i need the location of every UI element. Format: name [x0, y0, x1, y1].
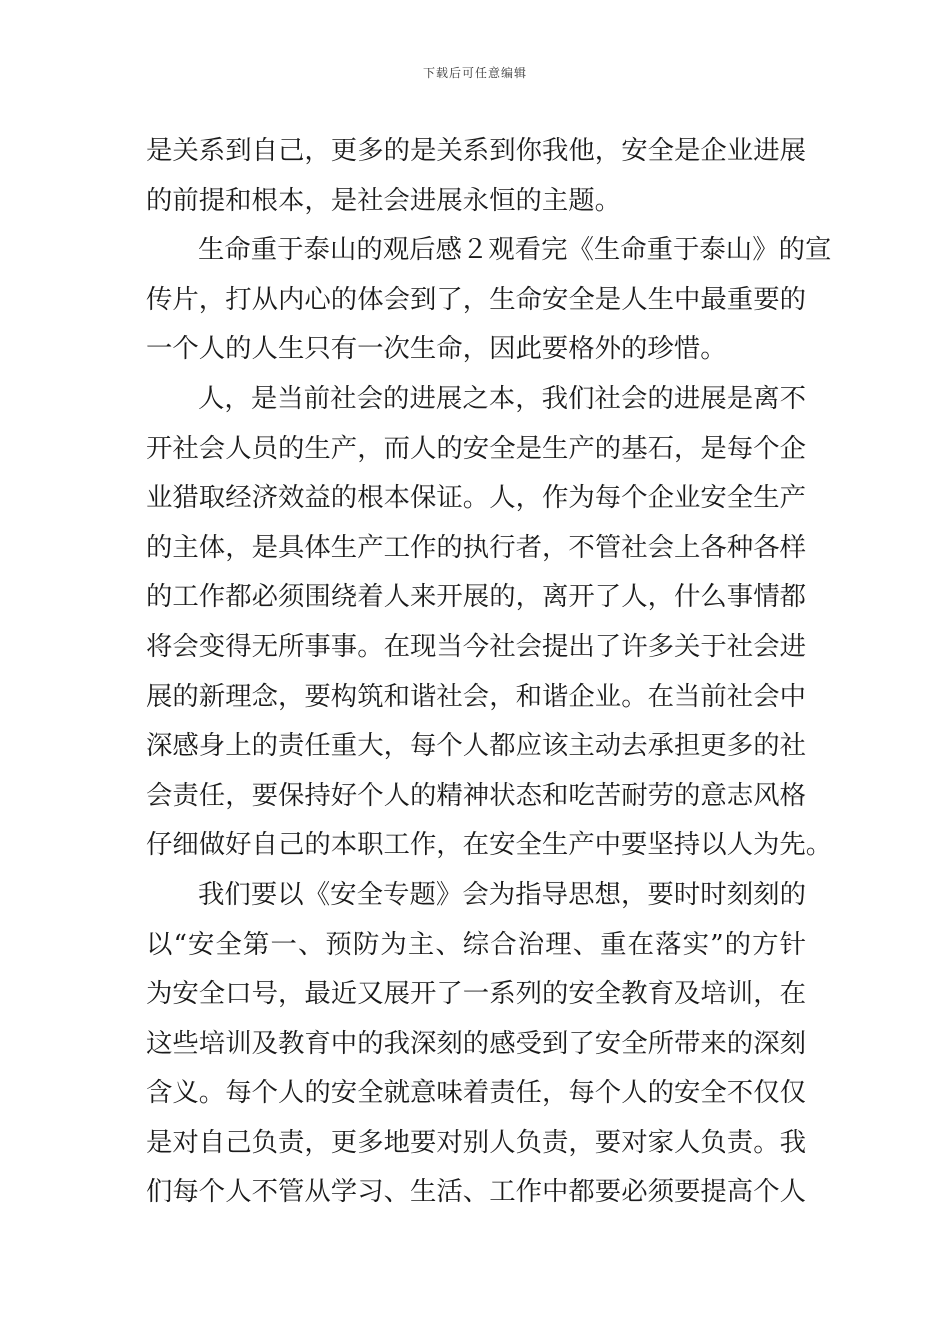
text-line: 业猎取经济效益的根本保证。人，作为每个企业安全生产: [146, 482, 806, 514]
text-line: 这些培训及教育中的我深刻的感受到了安全所带来的深刻: [146, 1027, 806, 1059]
text-line: 仔细做好自己的本职工作，在安全生产中要坚持以人为先。: [146, 829, 833, 861]
text-line: 的工作都必须围绕着人来开展的，离开了人，什么事情都: [146, 581, 806, 613]
paragraph-start-line: 生命重于泰山的观后感２观看完《生命重于泰山》的宣: [198, 234, 832, 266]
text-line: 开社会人员的生产，而人的安全是生产的基石，是每个企: [146, 432, 806, 464]
text-line: 的主体，是具体生产工作的执行者，不管社会上各种各样: [146, 531, 806, 563]
text-line: 含义。每个人的安全就意味着责任，每个人的安全不仅仅: [146, 1077, 806, 1109]
text-line: 是对自己负责，更多地要对别人负责，要对家人负责。我: [146, 1126, 806, 1158]
text-line: 以“安全第一、预防为主、综合治理、重在落实”的方针: [146, 928, 806, 960]
text-line: 一个人的人生只有一次生命，因此要格外的珍惜。: [146, 333, 727, 365]
text-line: 传片，打从内心的体会到了，生命安全是人生中最重要的: [146, 283, 806, 315]
paragraph-start-line: 人，是当前社会的进展之本，我们社会的进展是离不: [198, 382, 806, 414]
text-line: 们每个人不管从学习、生活、工作中都要必须要提高个人: [146, 1176, 806, 1208]
text-line: 深感身上的责任重大，每个人都应该主动去承担更多的社: [146, 730, 806, 762]
text-line: 为安全口号，最近又展开了一系列的安全教育及培训，在: [146, 978, 806, 1010]
page-header: 下载后可任意编辑: [422, 66, 527, 80]
text-line: 会责任，要保持好个人的精神状态和吃苦耐劳的意志风格: [146, 779, 806, 811]
document-body: [146, 126, 833, 1217]
text-line: 是关系到自己，更多的是关系到你我他，安全是企业进展: [146, 135, 806, 166]
text-line: 的前提和根本，是社会进展永恒的主题。: [146, 184, 622, 216]
text-line: 展的新理念，要构筑和谐社会，和谐企业。在当前社会中: [146, 680, 806, 712]
paragraph-start-line: 我们要以《安全专题》会为指导思想，要时时刻刻的: [198, 878, 806, 910]
text-line: 将会变得无所事事。在现当今社会提出了许多关于社会进: [146, 630, 806, 662]
